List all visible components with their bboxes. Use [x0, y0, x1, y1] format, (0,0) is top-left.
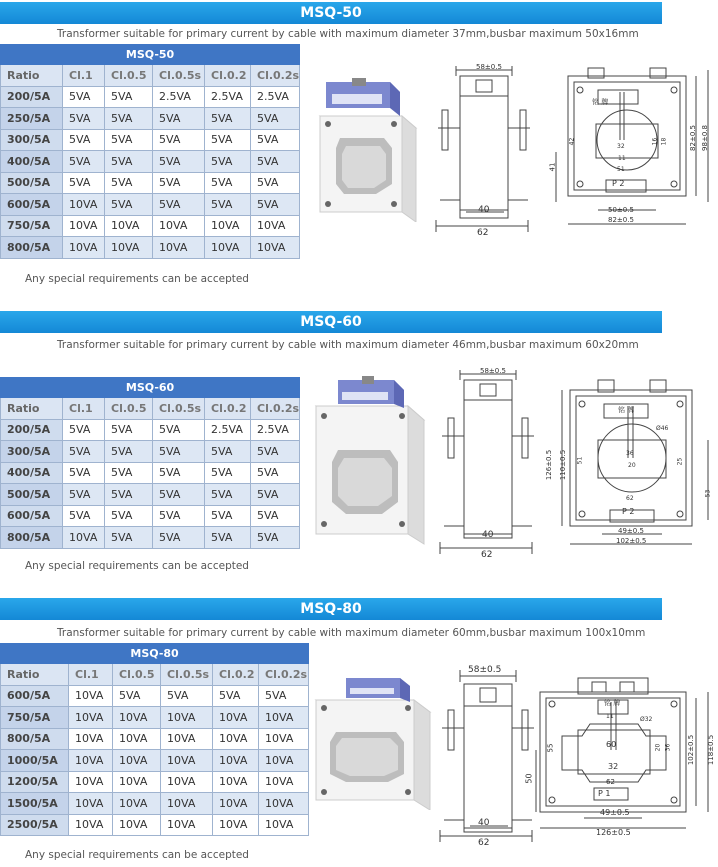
- section-subtitle: Transformer suitable for primary current by cable with maximum diameter 37mm,busbar maximum 50x16mm: [57, 28, 639, 40]
- table-cell: 5VA: [205, 484, 251, 506]
- dim-label: 42: [568, 137, 576, 146]
- col-header: Cl.1: [63, 65, 105, 87]
- table-cell: 5VA: [105, 194, 153, 216]
- col-header: Cl.0.5s: [153, 65, 205, 87]
- ratio-cell: 250/5A: [1, 108, 63, 130]
- table-cell: 5VA: [153, 441, 205, 463]
- table-cell: 5VA: [259, 685, 309, 707]
- table-cell: 10VA: [259, 793, 309, 815]
- table-cell: 10VA: [205, 237, 251, 259]
- dim-label: 20: [628, 462, 636, 469]
- table-row: [1, 728, 309, 750]
- table-cell: 5VA: [105, 172, 153, 194]
- dim-label: 32: [617, 143, 625, 150]
- table-cell: 10VA: [63, 237, 105, 259]
- ratio-cell: 1000/5A: [1, 750, 69, 772]
- spec-table-msq50: [0, 44, 300, 259]
- table-cell: 5VA: [205, 194, 251, 216]
- table-cell: 5VA: [63, 129, 105, 151]
- table-cell: 5VA: [251, 484, 300, 506]
- ratio-cell: 2500/5A: [1, 814, 69, 836]
- table-cell: 10VA: [259, 750, 309, 772]
- table-cell: 5VA: [105, 419, 153, 441]
- col-header: Cl.0.5s: [161, 664, 213, 686]
- section-banner-msq60: MSQ-60: [0, 311, 662, 333]
- col-header: Cl.0.2: [205, 398, 251, 420]
- table-row: [1, 484, 300, 506]
- dim-label: 41: [548, 162, 557, 172]
- table-row: [1, 527, 300, 549]
- table-cell: 10VA: [213, 793, 259, 815]
- dim-label: 16: [651, 137, 659, 146]
- table-cell: 10VA: [113, 771, 161, 793]
- table-row: [1, 172, 300, 194]
- dim-label: 32: [608, 762, 619, 771]
- table-cell: 5VA: [205, 151, 251, 173]
- table-cell: 10VA: [153, 215, 205, 237]
- table-cell: 10VA: [259, 707, 309, 729]
- table-cell: 5VA: [153, 194, 205, 216]
- product-photo-msq60: [308, 376, 436, 546]
- table-cell: 5VA: [63, 505, 105, 527]
- dim-label: 18: [660, 137, 668, 146]
- table-cell: 5VA: [153, 527, 205, 549]
- ratio-cell: 500/5A: [1, 172, 63, 194]
- dim-label: 126±0.5: [596, 828, 631, 837]
- table-cell: 10VA: [63, 527, 105, 549]
- dim-label: 36: [626, 450, 634, 457]
- ratio-cell: 1500/5A: [1, 793, 69, 815]
- table-cell: 5VA: [205, 505, 251, 527]
- table-caption: MSQ-50: [1, 45, 300, 65]
- dim-label: 102±0.5: [616, 537, 647, 545]
- table-cell: 10VA: [213, 750, 259, 772]
- table-cell: 10VA: [69, 793, 113, 815]
- table-cell: 5VA: [251, 505, 300, 527]
- table-cell: 10VA: [213, 814, 259, 836]
- table-cell: 5VA: [105, 484, 153, 506]
- plate-code: P 2: [612, 179, 625, 188]
- col-header: Cl.0.2s: [259, 664, 309, 686]
- table-cell: 5VA: [251, 441, 300, 463]
- table-cell: 10VA: [161, 793, 213, 815]
- dim-label: 118±0.5: [707, 734, 716, 766]
- note-text: Any special requirements can be accepted: [25, 273, 249, 285]
- table-cell: 10VA: [69, 707, 113, 729]
- table-cell: 5VA: [63, 151, 105, 173]
- col-header: Cl.0.2: [213, 664, 259, 686]
- table-row: [1, 814, 309, 836]
- dim-label: 40: [478, 818, 490, 828]
- ratio-cell: 300/5A: [1, 129, 63, 151]
- dim-label: 62: [606, 778, 615, 786]
- table-cell: 5VA: [205, 108, 251, 130]
- table-cell: 10VA: [259, 771, 309, 793]
- table-cell: 10VA: [69, 750, 113, 772]
- ratio-cell: 750/5A: [1, 215, 63, 237]
- table-cell: 10VA: [63, 215, 105, 237]
- table-cell: 5VA: [153, 129, 205, 151]
- section-banner-msq80: MSQ-80: [0, 598, 662, 620]
- table-cell: 5VA: [153, 462, 205, 484]
- ratio-cell: 600/5A: [1, 194, 63, 216]
- ratio-cell: 800/5A: [1, 237, 63, 259]
- table-cell: 5VA: [251, 462, 300, 484]
- dim-label: 50±0.5: [608, 206, 634, 214]
- table-cell: 10VA: [213, 728, 259, 750]
- table-cell: 5VA: [153, 505, 205, 527]
- table-row: [1, 129, 300, 151]
- table-cell: 5VA: [213, 685, 259, 707]
- dim-label: 51: [617, 166, 625, 173]
- plate-label: 铭 牌: [592, 98, 609, 106]
- table-cell: 10VA: [213, 771, 259, 793]
- table-cell: 5VA: [251, 527, 300, 549]
- col-header: Cl.0.5s: [153, 398, 205, 420]
- ratio-cell: 500/5A: [1, 484, 63, 506]
- table-cell: 2.5VA: [251, 86, 300, 108]
- ratio-cell: 200/5A: [1, 419, 63, 441]
- col-header: Cl.0.5: [105, 65, 153, 87]
- col-header: Cl.0.5: [105, 398, 153, 420]
- dim-label: 62: [481, 550, 493, 560]
- dim-label: 110±0.5: [559, 449, 568, 481]
- col-header: Cl.0.2: [205, 65, 251, 87]
- plate-label: 铭 牌: [618, 406, 635, 414]
- table-cell: 5VA: [63, 462, 105, 484]
- ratio-cell: 400/5A: [1, 151, 63, 173]
- table-cell: 5VA: [105, 441, 153, 463]
- col-header: Cl.1: [63, 398, 105, 420]
- dim-label: 55: [546, 743, 555, 753]
- table-row: [1, 505, 300, 527]
- dim-label: 58±0.5: [468, 665, 502, 675]
- table-cell: 5VA: [63, 108, 105, 130]
- table-row: [1, 771, 309, 793]
- col-header: Ratio: [1, 65, 63, 87]
- table-cell: 5VA: [105, 108, 153, 130]
- section-banner-msq50: MSQ-50: [0, 2, 662, 24]
- table-cell: 10VA: [205, 215, 251, 237]
- spec-table-msq60: [0, 377, 300, 549]
- table-cell: 10VA: [161, 750, 213, 772]
- table-row: [1, 707, 309, 729]
- table-cell: 2.5VA: [251, 419, 300, 441]
- table-row: [1, 194, 300, 216]
- plate-code: P 1: [598, 789, 611, 798]
- dim-label: 102±0.5: [687, 734, 696, 766]
- table-cell: 5VA: [105, 86, 153, 108]
- dim-label: 82±0.5: [688, 125, 697, 151]
- dim-label: 60: [606, 740, 617, 749]
- ratio-cell: 1200/5A: [1, 771, 69, 793]
- ratio-cell: 400/5A: [1, 462, 63, 484]
- table-cell: 5VA: [205, 129, 251, 151]
- col-header: Cl.0.2s: [251, 398, 300, 420]
- section-subtitle: Transformer suitable for primary current by cable with maximum diameter 46mm,busbar maximum 60x20mm: [57, 339, 639, 351]
- dim-label: 40: [482, 530, 494, 540]
- table-cell: 10VA: [105, 237, 153, 259]
- dim-label: 49±0.5: [618, 527, 644, 535]
- dim-label: 40: [478, 205, 490, 215]
- table-cell: 10VA: [251, 215, 300, 237]
- table-cell: 10VA: [113, 750, 161, 772]
- table-cell: 5VA: [205, 441, 251, 463]
- table-cell: 10VA: [113, 814, 161, 836]
- col-header: Cl.0.5: [113, 664, 161, 686]
- plate-label: 铭 牌: [604, 699, 621, 707]
- table-row: [1, 237, 300, 259]
- table-cell: 10VA: [161, 728, 213, 750]
- table-cell: 5VA: [63, 441, 105, 463]
- dim-label: 62: [478, 838, 490, 848]
- table-row: [1, 793, 309, 815]
- spec-table-msq80: [0, 643, 309, 836]
- dim-label: 98±0.8: [700, 125, 709, 151]
- dim-label: 82±0.5: [608, 216, 634, 224]
- table-cell: 5VA: [161, 685, 213, 707]
- dim-label: 126±0.5: [545, 449, 554, 481]
- table-cell: 10VA: [213, 707, 259, 729]
- dim-label: 58±0.5: [480, 367, 506, 375]
- table-cell: 10VA: [161, 707, 213, 729]
- table-cell: 2.5VA: [205, 419, 251, 441]
- table-cell: 5VA: [105, 505, 153, 527]
- table-cell: 5VA: [105, 129, 153, 151]
- dim-label: 50: [524, 773, 534, 784]
- col-header: Ratio: [1, 664, 69, 686]
- table-cell: 10VA: [105, 215, 153, 237]
- table-row: [1, 685, 309, 707]
- table-cell: 5VA: [205, 462, 251, 484]
- table-cell: 5VA: [251, 108, 300, 130]
- table-cell: 10VA: [69, 814, 113, 836]
- ratio-cell: 800/5A: [1, 527, 63, 549]
- table-cell: 2.5VA: [153, 86, 205, 108]
- table-cell: 10VA: [113, 793, 161, 815]
- ratio-cell: 800/5A: [1, 728, 69, 750]
- table-cell: 5VA: [153, 108, 205, 130]
- note-text: Any special requirements can be accepted: [25, 849, 249, 861]
- col-header: Ratio: [1, 398, 63, 420]
- table-cell: 5VA: [205, 172, 251, 194]
- col-header: Cl.0.2s: [251, 65, 300, 87]
- table-cell: 10VA: [161, 771, 213, 793]
- dim-label: Ø32: [640, 716, 653, 723]
- table-cell: 10VA: [63, 194, 105, 216]
- table-cell: 10VA: [69, 771, 113, 793]
- ratio-cell: 200/5A: [1, 86, 63, 108]
- table-row: [1, 750, 309, 772]
- table-cell: 5VA: [153, 172, 205, 194]
- table-row: [1, 462, 300, 484]
- table-row: [1, 108, 300, 130]
- table-row: [1, 419, 300, 441]
- dim-label: 62: [626, 495, 634, 502]
- col-header: Cl.1: [69, 664, 113, 686]
- dim-label: 25: [676, 457, 684, 466]
- dim-label: 51: [576, 456, 584, 465]
- dim-label: 49±0.5: [600, 808, 630, 817]
- dim-label: 20: [654, 743, 662, 752]
- dim-label: 62: [477, 228, 489, 238]
- ratio-cell: 600/5A: [1, 685, 69, 707]
- dim-label: 36: [664, 743, 672, 752]
- table-cell: 5VA: [63, 86, 105, 108]
- table-row: [1, 215, 300, 237]
- ratio-cell: 600/5A: [1, 505, 63, 527]
- table-row: [1, 151, 300, 173]
- product-photo-msq50: [306, 76, 432, 222]
- table-row: [1, 86, 300, 108]
- product-photo-msq80: [312, 676, 438, 810]
- dim-label: Ø46: [656, 425, 669, 432]
- table-cell: 5VA: [251, 194, 300, 216]
- plate-code: P 2: [622, 507, 635, 516]
- table-cell: 5VA: [251, 129, 300, 151]
- ratio-cell: 300/5A: [1, 441, 63, 463]
- table-cell: 5VA: [63, 419, 105, 441]
- table-cell: 5VA: [105, 151, 153, 173]
- table-cell: 5VA: [251, 151, 300, 173]
- table-caption: MSQ-60: [1, 378, 300, 398]
- section-subtitle: Transformer suitable for primary current by cable with maximum diameter 60mm,busbar maximum 100x10mm: [57, 627, 646, 639]
- table-cell: 5VA: [105, 462, 153, 484]
- table-cell: 5VA: [153, 484, 205, 506]
- table-cell: 10VA: [161, 814, 213, 836]
- table-cell: 10VA: [69, 728, 113, 750]
- table-cell: 5VA: [205, 527, 251, 549]
- table-cell: 5VA: [63, 484, 105, 506]
- dim-label: 11: [606, 713, 614, 720]
- dim-label: 11: [618, 155, 626, 162]
- table-cell: 5VA: [63, 172, 105, 194]
- table-cell: 10VA: [153, 237, 205, 259]
- table-cell: 10VA: [251, 237, 300, 259]
- note-text: Any special requirements can be accepted: [25, 560, 249, 572]
- table-cell: 5VA: [251, 172, 300, 194]
- table-caption: MSQ-80: [1, 644, 309, 664]
- table-cell: 2.5VA: [205, 86, 251, 108]
- table-cell: 5VA: [113, 685, 161, 707]
- table-row: [1, 441, 300, 463]
- table-cell: 10VA: [113, 707, 161, 729]
- table-cell: 5VA: [105, 527, 153, 549]
- dim-label: 53: [704, 489, 712, 498]
- table-cell: 10VA: [259, 814, 309, 836]
- table-cell: 5VA: [153, 419, 205, 441]
- table-cell: 10VA: [69, 685, 113, 707]
- dim-label: 58±0.5: [476, 63, 502, 71]
- table-cell: 10VA: [113, 728, 161, 750]
- table-cell: 10VA: [259, 728, 309, 750]
- table-cell: 5VA: [153, 151, 205, 173]
- ratio-cell: 750/5A: [1, 707, 69, 729]
